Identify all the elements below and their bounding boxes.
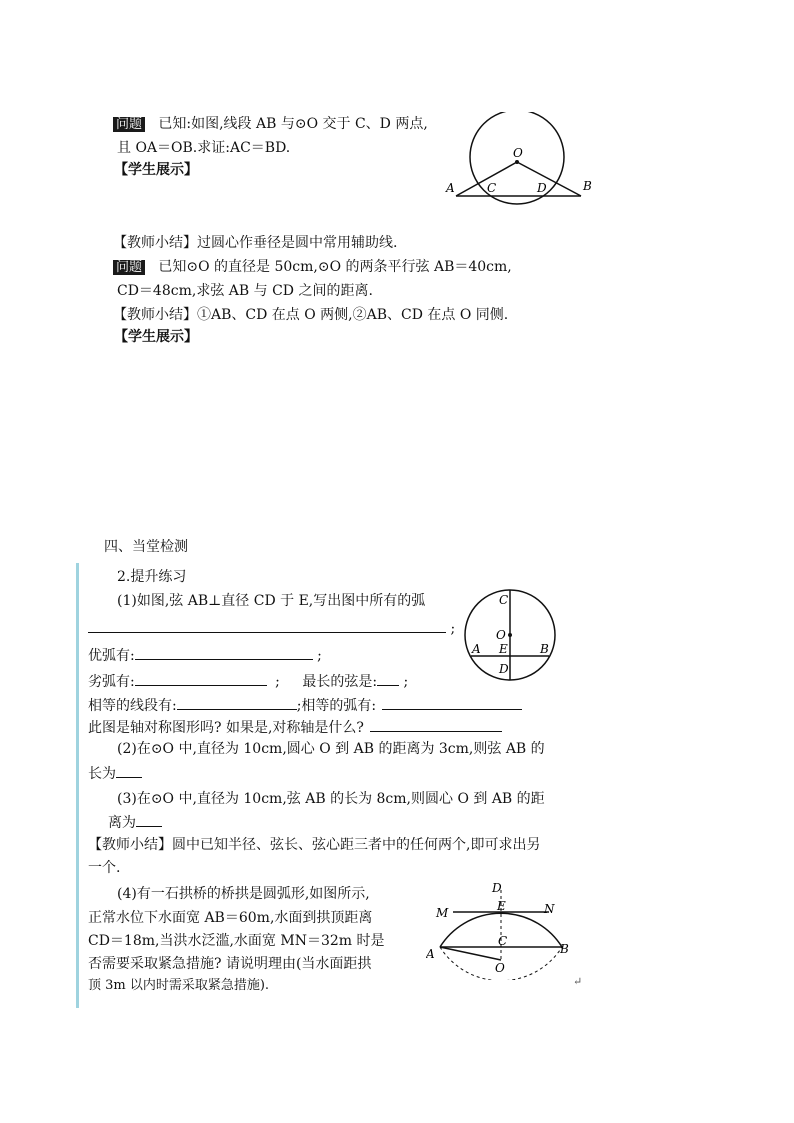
problem4-text1: 已知⊙O 的直径是 50cm,⊙O 的两条平行弦 AB＝40cm, [158,259,512,275]
q2-line2 [88,763,142,784]
axis-question-line [88,717,502,738]
label-n: N [544,902,555,916]
student-show-label: 【学生展示】 [114,162,198,178]
label-c: C [498,934,508,948]
return-mark: ↵ [573,975,583,988]
major-arc-blank[interactable] [135,645,313,660]
label-o: O [495,961,505,975]
equal-segments-label: 相等的线段有: [88,698,177,714]
q4-line2: 正常水位下水面宽 AB＝60m,水面到拱顶距离 [88,910,373,926]
minor-arc-line [88,671,408,692]
figure-stone-arch-bridge [426,880,586,980]
q2-label: 长为 [88,766,116,782]
q1-answer-line [88,618,455,639]
longest-chord-blank[interactable] [377,671,399,686]
problem3-text1: 已知:如图,线段 AB 与⊙O 交于 C、D 两点, [158,116,428,132]
q4-line1: (4)有一石拱桥的桥拱是圆弧形,如图所示, [117,886,370,902]
semicolon: ; [450,621,456,637]
problem3-line2: 且 OA＝OB.求证:AC＝BD. [117,140,291,156]
problem-tag: 问题 [113,260,145,275]
label-b: B [540,642,549,656]
q3-line1: (3)在⊙O 中,直径为 10cm,弦 AB 的长为 8cm,则圆心 O 到 AB 的距 [117,791,545,807]
label-d: D [537,181,547,195]
label-b: B [583,179,592,193]
label-e: E [499,642,508,656]
equal-arcs-label: ;相等的弧有: [296,698,377,714]
center-point [508,633,512,637]
equal-line [88,695,522,716]
label-d: D [492,881,502,895]
problem4-line2: CD＝48cm,求弦 AB 与 CD 之间的距离. [117,283,373,299]
semicolon: ; [275,674,280,690]
q3-label: 离为 [108,815,136,831]
major-arc-line [88,645,322,666]
q3-line2 [108,812,162,833]
figure-circle-segment [444,112,604,212]
problem4-summary: 【教师小结】①AB、CD 在点 O 两侧,②AB、CD 在点 O 同侧. [113,307,509,323]
q3-answer-blank[interactable] [136,812,162,827]
label-o: O [513,146,523,160]
q4-line3: CD＝18m,当洪水泛滥,水面宽 MN＝32m 时是 [88,933,385,949]
q4-line4: 否需要采取紧急措施? 请说明理由(当水面距拱 [88,956,372,972]
semicolon: ; [317,648,322,664]
label-c: C [487,181,497,195]
center-point [515,160,519,164]
teacher-summary-2-line2: 一个. [88,860,121,876]
student-show-label-2: 【学生展示】 [114,329,198,345]
q2-line1: (2)在⊙O 中,直径为 10cm,圆心 O 到 AB 的距离为 3cm,则弦 AB 的 [117,741,545,757]
equal-arcs-blank[interactable] [382,695,522,710]
label-d: D [499,662,509,676]
practice-title: 2.提升练习 [117,569,187,585]
label-b: B [560,942,569,956]
major-arc-label: 优弧有: [88,648,135,664]
equal-segments-blank[interactable] [177,695,297,710]
left-accent-bar [76,563,79,1008]
minor-arc-label: 劣弧有: [88,674,135,690]
label-o: O [496,628,506,642]
label-a: A [426,947,435,961]
q2-answer-blank[interactable] [116,763,142,778]
figure-chord-diameter [463,588,559,684]
teacher-summary-2-line1: 【教师小结】圆中已知半径、弦长、弦心距三者中的任何两个,即可求出另 [88,837,541,853]
label-c: C [499,593,509,607]
axis-question: 此图是轴对称图形吗? 如果是,对称轴是什么? [88,720,364,736]
label-e: E [497,899,506,913]
problem-tag: 问题 [113,117,145,132]
label-a: A [472,642,481,656]
answer-blank[interactable] [88,618,446,633]
longest-chord-label: 最长的弦是: [302,674,378,690]
semicolon: ; [403,674,409,690]
q1-line1: (1)如图,弦 AB⊥直径 CD 于 E,写出图中所有的弧 [117,593,426,609]
problem3-line1 [113,114,428,135]
minor-arc-blank[interactable] [135,671,267,686]
label-a: A [446,181,455,195]
section4-title: 四、当堂检测 [104,539,188,555]
problem4-line1 [113,257,512,278]
teacher-summary-1: 【教师小结】过圆心作垂径是圆中常用辅助线. [113,235,398,251]
q4-line5: 顶 3m 以内时需采取紧急措施). [88,978,270,993]
axis-answer-blank[interactable] [370,717,502,732]
label-m: M [436,906,449,920]
